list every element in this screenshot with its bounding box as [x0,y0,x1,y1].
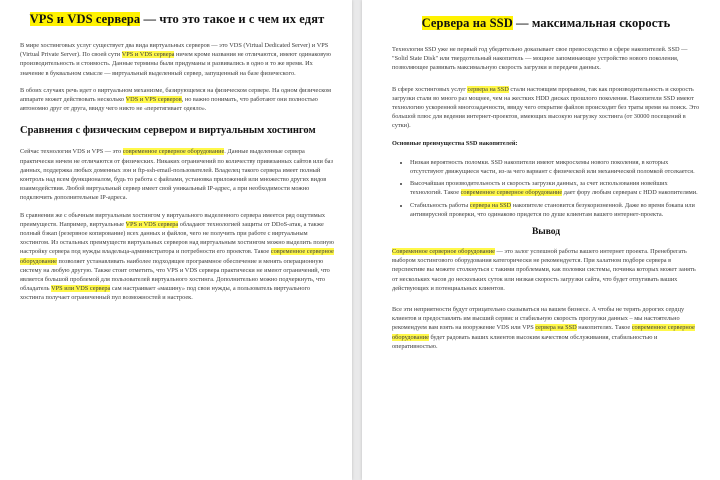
paragraph: В мире хостинговых услуг существует два вида виртуальных серверов — это VDS (Virtual Dedicated Server) и VPS (Virtual Private Server). По своей сути VPS и VDS сервера ничем кроме названия не отличаются, имеют одинаковую производительность и стоимость. Данные термины были придуманы и развивались в одно и то же время. Их значение в буквальном смысле — виртуальный выделенный сервер, запущенный на базе физического. [20,42,331,77]
paragraph: Сейчас технология VDS и VPS — это современное серверное оборудование. Данные выделенные сервера практически ничем не отличаются от физических. Никаких ограничений по количеству привязанных сайтов или баз данных, поддержка любых доменных зон и ftp-ssh-email-пользователей. Владелец такого сервера имеет полный контроль над всем функционалом, будь то работа с файлами, установка приложений или множество других видов взаимодействия. Любой виртуальный сервер имеет свой уникальный IP-адрес, а при необходимости можно подключить дополнительные IP-адреса. [20,148,333,202]
paragraph: Все эти неприятности будут отрицательно сказываться на вашем бизнесе. А чтобы не терять дорогих сердцу клиентов и предоставлять им высший сервис и стабильную скорость прогрузки данных – мы настоятельно рекомендуем вам взять на вооружение VDS или VPS сервера на SSD накопителях. Такое современное серверное оборудование будет радовать ваших клиентов высоким качеством обслуживания, стабильностью и оперативностью. [392,306,695,350]
highlight: Сервера на SSD [421,16,513,30]
highlight: современное серверное оборудование [392,324,695,341]
highlight: современное серверное оборудование [460,189,563,197]
document-page-left [0,0,352,480]
highlight: современное серверное оборудование [20,248,334,265]
highlight: VPS и VDS сервера [29,12,141,26]
conclusion-heading: Вывод [531,227,561,238]
list-item: • Высочайшая производительность и скорость загрузки данных, за счет использования новейших технологий. Такое современное серверное оборудование дает фору любым серверам с HDD накопителями. [410,179,700,197]
highlight: сервера на SSD [467,85,509,93]
paragraph: Технология SSD уже не первый год убедительно доказывает свое превосходство в сфере накопителей. SSD — "Solid State Disk" или твердотельный накопитель — мощное запоминающее устройство нового поколения, позволяющее развивать максимальную скорость загрузки и передачи данных. [392,46,688,72]
list-lead: Основные преимущества SSD накопителей: [392,139,518,147]
highlight: современное серверное оборудование [122,148,225,156]
section-heading: Сравнения с физическим сервером и виртуальным хостингом [20,125,316,137]
section-title: Сервера на SSD — максимальная скорость [421,16,671,30]
highlight: VPS и VDS сервера [125,220,179,228]
paragraph: В сравнении же с обычным виртуальным хостингом у виртуального выделенного сервера имеется ряд ощутимых преимуществ. Например, виртуальные VPS и VDS сервера обладают технологией защиты от DDoS-атак, а также полный бэкап (резервное копирование) всех данных и файлов, чего не получить при работе с виртуальным хостингом. Из остальных преимуществ виртуальных серверов над виртуальным хостингом можно выделить полную настройку сервера под нужды владельца-администратора и потребности его проектов. Такое современное серверное оборудование позволяет устанавливать наиболее подходящее программное обеспечение и менять операционную систему на любую другую. Также стоит отметить, что VPS и VDS сервера практически не имеют ограничений, что является большой проблемой для пользователей виртуального хостинга. Дополнительно можно подчеркнуть, что обладатель VPS или VDS сервера сам настраивает «машину» под свои нужды, а пользователь виртуального хостинга получает ограниченный пул возможностей и настроек. [20,211,334,302]
list-item: • Стабильность работы сервера на SSD накопителе становится безукоризненной. Даже во время бэкапа или антивирусной проверки, что одинаково придется по душе клиентам вашего интернет-проекта. [410,201,700,219]
paragraph: В сфере хостинговых услуг сервера на SSD стали настоящим прорывом, так как производительность и скорость загрузки стали во много раз мощнее, чем на жестких HDD дисках прошлого поколения. Накопители SSD имеют технологию ускоренной многозадачности, ввиду чего открытие файлов происходит без траты время на поиск. Это большой плюс для ведения интернет-проектов, имеющих высокую нагрузку хостинга (от 30000 посещений в сутки). [392,85,700,130]
highlight: VPS или VDS сервера [51,285,111,293]
paragraph: В обоих случаях речь идет о виртуальном механизме, базирующемся на физическом сервере. На одном физическом аппарате может действовать несколько VDS и VPS серверов, но важно понимать, что работают они полностью автономно друг от друга, ввиду чего никто не «перетягивает одеяло». [20,86,332,113]
paragraph: Современное серверное оборудование — это залог успешной работы вашего интернет проекта. Пренебрегать выбором хостингового оборудования категорически не рекомендуется. При халатном подборе сервера в перспективе вы можете столкнуться с такими проблемами, как поломки системы, починка которых может занять от нескольких часов до нескольких суток или низкая скорость загрузки сайта, что будет отпугивать ваших действующих и потенциальных клиентов. [392,248,696,292]
advantages-list [392,158,700,219]
highlight: Современное серверное оборудование [392,248,495,256]
highlight: сервера на SSD [469,201,512,209]
highlight: VPS и VDS сервера [121,51,175,59]
highlight: VDS и VPS серверов [125,96,182,104]
article-title: VPS и VDS сервера — что это такое и с чем их едят [29,12,325,26]
document-page-right [362,0,720,480]
list-item: • Низкая вероятность поломки. SSD накопители имеют микросхемы нового поколения, в которых отсутствуют движущиеся части, из-за чего вариант с физической или механической поломкой отсекается. [410,158,700,176]
highlight: сервера на SSD [535,324,577,332]
